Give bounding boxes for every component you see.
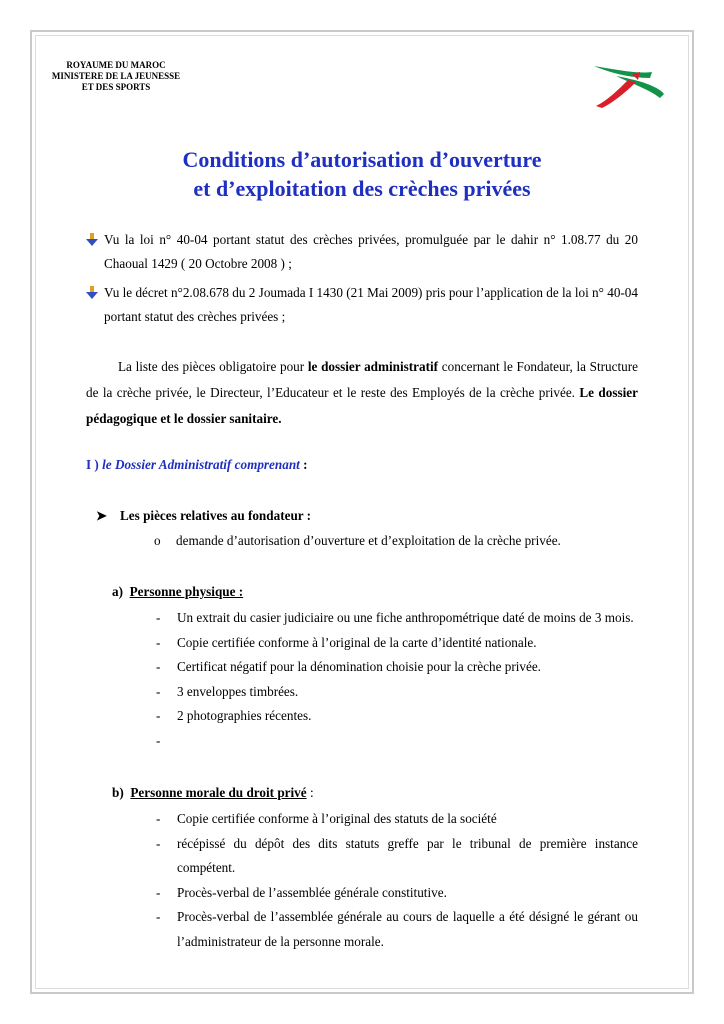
- list-item: -: [156, 732, 161, 748]
- section-colon: :: [299, 457, 308, 472]
- list-item-text: récépissé du dépôt des dits statuts greffe par le tribunal de première instance compétent.: [177, 835, 638, 875]
- list-item: - Copie certifiée conforme à l’original de la carte d’identité nationale.: [156, 634, 537, 650]
- ministry-logo-icon: [588, 60, 668, 110]
- physique-letter: a): [112, 584, 123, 599]
- list-item: - Certificat négatif pour la dénomination choisie pour la crèche privée.: [156, 659, 541, 674]
- physique-heading: [112, 584, 243, 600]
- physique-list: [156, 606, 638, 753]
- reference-item: [86, 228, 638, 276]
- intro-text: La liste des pièces obligatoire pour: [118, 359, 308, 374]
- list-item: - Un extrait du casier judiciaire ou une fiche anthropométrique daté de moins de 3 mois.: [156, 610, 634, 625]
- physique-label: Personne physique :: [129, 584, 244, 599]
- list-item-text: Un extrait du casier judiciaire ou une fiche anthropométrique daté de moins de 3 mois.: [177, 610, 634, 625]
- list-item-text: Copie certifiée conforme à l’original des statuts de la société: [177, 811, 497, 826]
- intro-bold-text: le dossier administratif: [307, 359, 439, 374]
- ministry-line-1: ROYAUME DU MAROC: [66, 60, 166, 70]
- intro-text: concernant le Fondateur, la Structure de la crèche privée, le Directeur, l’Educateur et le reste des Employés de la crèche privée.: [86, 359, 638, 400]
- ministry-line-3: ET DES SPORTS: [81, 82, 151, 92]
- title-line-2: et d’exploitation des crèches privées: [193, 176, 531, 201]
- reference-text: Vu la loi n° 40-04 portant statut des crèches privées, promulguée par le dahir n° 1.08.77 du 20 Chaoual 1429 ( 20 Octobre 2008 ) ;: [104, 232, 638, 271]
- founder-heading-text: Les pièces relatives au fondateur :: [120, 508, 312, 523]
- founder-item: [154, 533, 561, 549]
- morale-heading: [112, 785, 314, 801]
- morale-label: Personne morale du droit privé: [130, 785, 307, 800]
- section-number: I ): [86, 457, 99, 472]
- list-item-text: 2 photographies récentes.: [177, 708, 312, 723]
- arrowhead-icon: ➤: [96, 508, 108, 523]
- ministry-line-2: MINISTERE DE LA JEUNESSE: [51, 71, 181, 81]
- founder-heading: [96, 508, 311, 524]
- morale-letter: b): [112, 785, 124, 800]
- list-item-text: Certificat négatif pour la dénomination choisie pour la crèche privée.: [177, 659, 541, 674]
- section-label: le Dossier Administratif comprenant: [102, 457, 300, 472]
- section-heading: [86, 457, 308, 473]
- ministry-header: [46, 60, 186, 93]
- intro-paragraph: [86, 354, 638, 432]
- list-item-text: Procès-verbal de l’assemblée générale constitutive.: [177, 884, 447, 900]
- list-item: - Procès-verbal de l’assemblée générale au cours de laquelle a été désigné le gérant ou l’administrateur de la personne morale.: [156, 909, 638, 949]
- list-item: - 3 enveloppes timbrées.: [156, 683, 299, 699]
- title-line-1: Conditions d’autorisation d’ouverture: [182, 147, 542, 172]
- reference-item: [86, 281, 638, 329]
- list-item: - Procès-verbal de l’assemblée générale constitutive.: [156, 884, 447, 900]
- list-item: - 2 photographies récentes.: [156, 708, 312, 723]
- reference-text: Vu le décret n°2.08.678 du 2 Joumada I 1430 (21 Mai 2009) pris pour l’application de la loi n° 40-04 portant statut des crèches privées ;: [104, 285, 638, 324]
- list-item-text: 3 enveloppes timbrées.: [177, 683, 299, 699]
- intro-bold-text: Le dossier pédagogique et le dossier sanitaire.: [86, 385, 638, 426]
- list-item-text: Copie certifiée conforme à l’original de la carte d’identité nationale.: [177, 634, 537, 650]
- morale-colon: :: [306, 785, 314, 800]
- list-item: - Copie certifiée conforme à l’original des statuts de la société: [156, 811, 497, 826]
- page-title: [0, 145, 724, 203]
- list-item: - récépissé du dépôt des dits statuts greffe par le tribunal de première instance compétent.: [156, 835, 638, 875]
- arrow-bullet-icon: [86, 233, 98, 246]
- morale-list: [156, 807, 638, 954]
- circle-bullet-icon: o: [154, 533, 161, 548]
- arrow-bullet-icon: [86, 286, 98, 299]
- founder-item-text: demande d’autorisation d’ouverture et d’exploitation de la crèche privée.: [176, 533, 561, 548]
- list-item-text: Procès-verbal de l’assemblée générale au cours de laquelle a été désigné le gérant ou l’administrateur de la personne morale.: [177, 909, 638, 949]
